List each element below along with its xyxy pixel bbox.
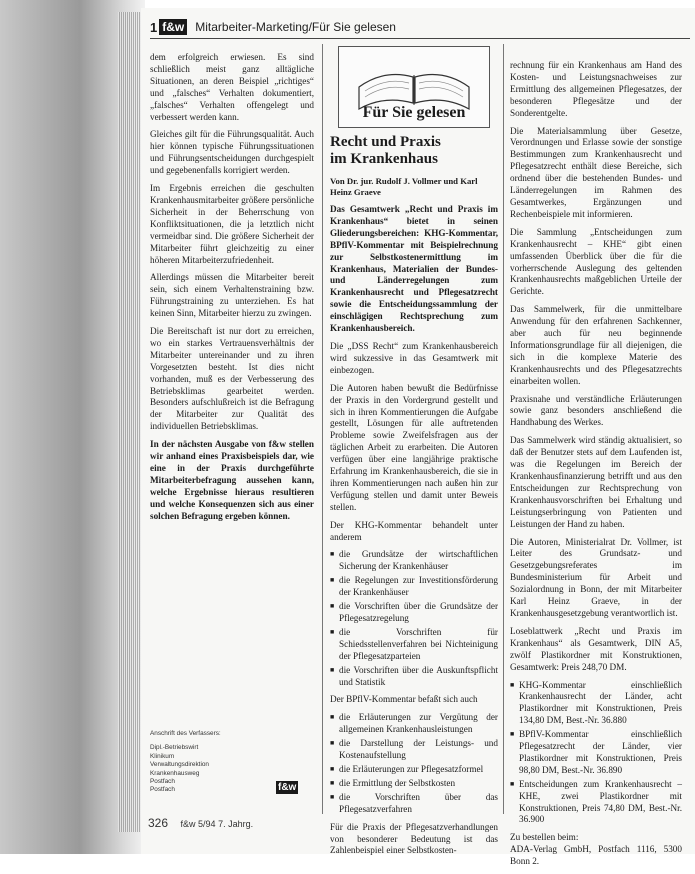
paragraph: rechnung für ein Krankenhaus am Hand des Kosten- und Leistungsnachweises zur Ermittlung des allgemeinen Pflegesatzes, der besonderen Pflegesätze und der Sonderentgelte.: [510, 60, 682, 118]
footer-page-number: 326: [148, 816, 169, 830]
column-divider: [322, 44, 323, 814]
list-item: ■ die Grundsätze der wirtschaftlichen Sicherung der Krankenhäuser: [330, 549, 498, 573]
bullet-list: [330, 712, 498, 815]
paragraph: Der BPflV-Kommentar befaßt sich auch: [330, 694, 478, 705]
address-line: Klinikum: [150, 752, 175, 760]
end-mark-logo: [276, 777, 298, 795]
footer-issue: f&w 5/94 7. Jahrg.: [180, 819, 254, 829]
list-item: ■ die Erläuterungen zur Vergütung der allgemeinen Krankenhausleistungen: [330, 712, 498, 736]
bullet-list: [510, 680, 682, 827]
paragraph: Die Bereitschaft ist nur dort zu erreichen, wo ein starkes Vertrauensverhältnis der Mitarbeiter untereinander und zu ihren Vorgesetzten besteht. Ist dies nicht vorhanden, muß es der Verbesserung des Betriebsklimas gearbeitet werden. Besonders aufschlußreich ist die Befragung der Mitarbeiter zur Qualität des individuellen Betriebsklimas.: [150, 326, 314, 432]
column-left: [150, 52, 314, 529]
teaser-paragraph: In der nächsten Ausgabe von f&w stellen wir anhand eines Praxisbeispiels dar, wie eine in der Praxis durchgeführte Mitarbeiterbefragung aussehen kann, welche Ergebnisse hieraus resultieren und welche Konsequenzen sich aus einer solchen Befragung ergeben können.: [150, 439, 314, 521]
header-rule: [150, 38, 690, 39]
address-line: Postfach: [150, 778, 175, 786]
list-item: ■ die Vorschriften über die Auskunftspflicht und Statistik: [330, 665, 498, 689]
address-line: Dipl.-Betriebswirt: [150, 744, 199, 752]
article-title-line: Recht und Praxis: [330, 134, 441, 150]
paragraph: ADA-Verlag GmbH, Postfach 1116, 5300 Bonn 2.: [510, 844, 682, 867]
lead-paragraph: Das Gesamtwerk „Recht und Praxis im Krankenhaus“ bietet in seinen Gliederungsbereichen: KHG-Kommentar, BPflV-Kommentar mit Beispielrechnung zur Selbstkostenermittlung im Krankenhaus, Materialien der Bundes- und Länderregelungen zum Krankenhausrecht und Pflegesatzrecht sowie die Entscheidungssammlung der einschlägigen Rechtsprechung zum Krankenhausbereich.: [330, 204, 498, 334]
paragraph: Der KHG-Kommentar behandelt unter anderem: [330, 519, 498, 542]
fw-logo: f&w: [278, 782, 297, 793]
paragraph: Die Materialsammlung über Gesetze, Verordnungen und Erlasse sowie der sonstige Bestimmungen zum Krankenhausrecht und Pflegesatzrecht enthält diese Bereiche, sich ordnend über die bestehenden Bundes- und Länderregelungen im Rahmen des Gesamtwerkes, Ergänzungen und Rechenbeispiele mit informieren.: [510, 125, 682, 219]
list-item: ■ die Darstellung der Leistungs- und Kostenaufstellung: [330, 738, 498, 762]
paragraph: Die Autoren, Ministerialrat Dr. Vollmer, ist Leiter des Grundsatz- und Gesetzgebungsreferates im Bundesministerium für Arbeit und Sozialordnung in Bonn, der mit Mitarbeiter Karl Heinz Graeve, in der Krankenhausgesetzgebung verantwortlich ist.: [510, 536, 682, 618]
address-label: Anschrift des Verfassers:: [150, 730, 221, 737]
paragraph: Praxisnahe und verständliche Erläuterungen sowie ganz besonders anschließend die Handhabung des Werkes.: [510, 393, 682, 428]
fw-logo: f&w: [159, 19, 187, 35]
article-title: [330, 134, 498, 168]
paragraph: Im Ergebnis erreichen die geschulten Krankenhausmitarbeiter größere persönliche Sicherheit in der Beherrschung von Konfliktsituationen, die ja letztlich nicht vermeidbar sind. Die größere Sicherheit der Mitarbeiter führt gleichzeitig zu einer höheren Mitarbeiterzufriedenheit.: [150, 183, 314, 265]
fuer-sie-gelesen-emblem: [338, 46, 490, 128]
running-header: [150, 16, 690, 38]
paragraph: Zu bestellen beim:: [510, 832, 579, 843]
list-item: ■ die Erläuterungen zur Pflegesatzformel: [330, 764, 498, 776]
list-item: ■ die Regelungen zur Investitionsförderung der Krankenhäuser: [330, 575, 498, 599]
book-binding: [0, 0, 145, 854]
article-byline: Von Dr. jur. Rudolf J. Vollmer und Karl Heinz Graeve: [330, 176, 478, 197]
article-title-line: im Krankenhaus: [330, 151, 438, 167]
column-right: [510, 60, 682, 874]
list-item: ■ die Vorschriften über die Grundsätze der Pflegesatzregelung: [330, 601, 498, 625]
paragraph: Gleiches gilt für die Führungsqualität. Auch hier können typische Führungssituationen und Führungsentscheidungen durchgespielt und gegebenenfalls korrigiert werden.: [150, 129, 314, 176]
paragraph: Allerdings müssen die Mitarbeiter bereit sein, sich einem Verhaltenstraining bzw. Führungstraining zu unterziehen. Es hat keinen Sinn, Mitarbeiter hierzu zu zwingen.: [150, 272, 314, 319]
list-item: ■ Entscheidungen zum Krankenhausrecht – KHE, zwei Plastikordner mit Konstruktionen, Preis 74,80 DM, Best.-Nr. 36.900: [510, 779, 682, 827]
list-item: ■ KHG-Kommentar einschließlich Krankenhausrecht der Länder, acht Plastikordner mit Konstruktionen, Preis 134,80 DM, Best.-Nr. 36.880: [510, 680, 682, 728]
address-line: Verwaltungsdirektion: [150, 761, 209, 769]
column-middle: [330, 46, 498, 863]
paragraph: dem erfolgreich erwiesen. Es sind schließlich meist ganz alltägliche Situationen, an deren Beispiel „richtiges“ und „falsches“ Verhalten dokumentiert, „falsches“ Verhalten offengelegt und verbessert werden kann.: [150, 52, 314, 122]
bullet-list: [330, 549, 498, 688]
page-footer: [148, 816, 253, 830]
list-item: ■ die Vorschriften für Schiedsstellenverfahren bei Nichteinigung der Pflegesatzparteien: [330, 627, 498, 663]
page-edges: [118, 12, 142, 832]
emblem-title: Für Sie gelesen: [362, 104, 466, 122]
address-line: Krankenhausweg: [150, 769, 200, 777]
paragraph: Die „DSS Recht“ zum Krankenhausbereich wird sukzessive in das Gesamtwerk mit einbezogen.: [330, 340, 498, 375]
author-address: [150, 730, 270, 795]
address-line: Postfach: [150, 786, 175, 794]
column-divider: [503, 44, 504, 814]
header-section-title: Mitarbeiter-Marketing/Für Sie gelesen: [195, 20, 396, 34]
paragraph: Loseblattwerk „Recht und Praxis im Krankenhaus“ als Gesamtwerk, DIN A5, zwölf Plastikordner mit Konstruktionen, Gesamtwerk: Preis 248,70 DM.: [510, 625, 682, 672]
paragraph: Die Sammlung „Entscheidungen zum Krankenhausrecht – KHE“ gibt einen umfassenden Überblick über die für die vorherrschende Auslegung des geltenden Krankenhausrechts maßgeblichen Urteile der Gerichte.: [510, 226, 682, 297]
paragraph: Das Sammelwerk wird ständig aktualisiert, so daß der Benutzer stets auf dem Laufenden ist, was die Regelungen im Bereich der Krankenhausfinanzierung betrifft und aus den Entscheidungen zur Rechtsprechung von Krankenhausvorschriften bei Erhaltung und Leistungserbringung von Patienten und Leistungen der Hand zu haben.: [510, 435, 682, 529]
list-item: ■ die Vorschriften über das Pflegesatzverfahren: [330, 792, 498, 816]
paragraph: Für die Praxis der Pflegesatzverhandlungen von besonderer Bedeutung ist das Zahlenbeispiel einer Selbstkosten-: [330, 821, 498, 856]
list-item: ■ BPflV-Kommentar einschließlich Pflegesatzrecht der Länder, vier Plastikordner mit Konstruktionen, Preis 98,80 DM, Best.-Nr. 36.890: [510, 729, 682, 777]
list-item: ■ die Ermittlung der Selbstkosten: [330, 778, 498, 790]
header-page-number: 1: [150, 19, 158, 35]
paragraph: Das Sammelwerk, für die unmittelbare Anwendung für den erfahrenen Sachkenner, aber auch für neu beginnende Informationsgrundlage für all diejenigen, die sich in die komplexe Materie des Krankenhausrechts und des Pflegesatzrechts einarbeiten wollen.: [510, 304, 682, 386]
paragraph: Die Autoren haben bewußt die Bedürfnisse der Praxis in den Vordergrund gestellt und sich in ihren Kommentierungen die Aufgabe gestellt, Lösungen für alle auftretenden Probleme sowie Zweifelsfragen aus der täglichen Arbeit zu erarbeiten. Die Autoren verfügen über eine langjährige praktische Erfahrung im Krankenhausbereich, die sie in ihren Kommentierungen nach außen hin zur Verfügung stellen und damit unter Beweis stellen.: [330, 382, 498, 512]
